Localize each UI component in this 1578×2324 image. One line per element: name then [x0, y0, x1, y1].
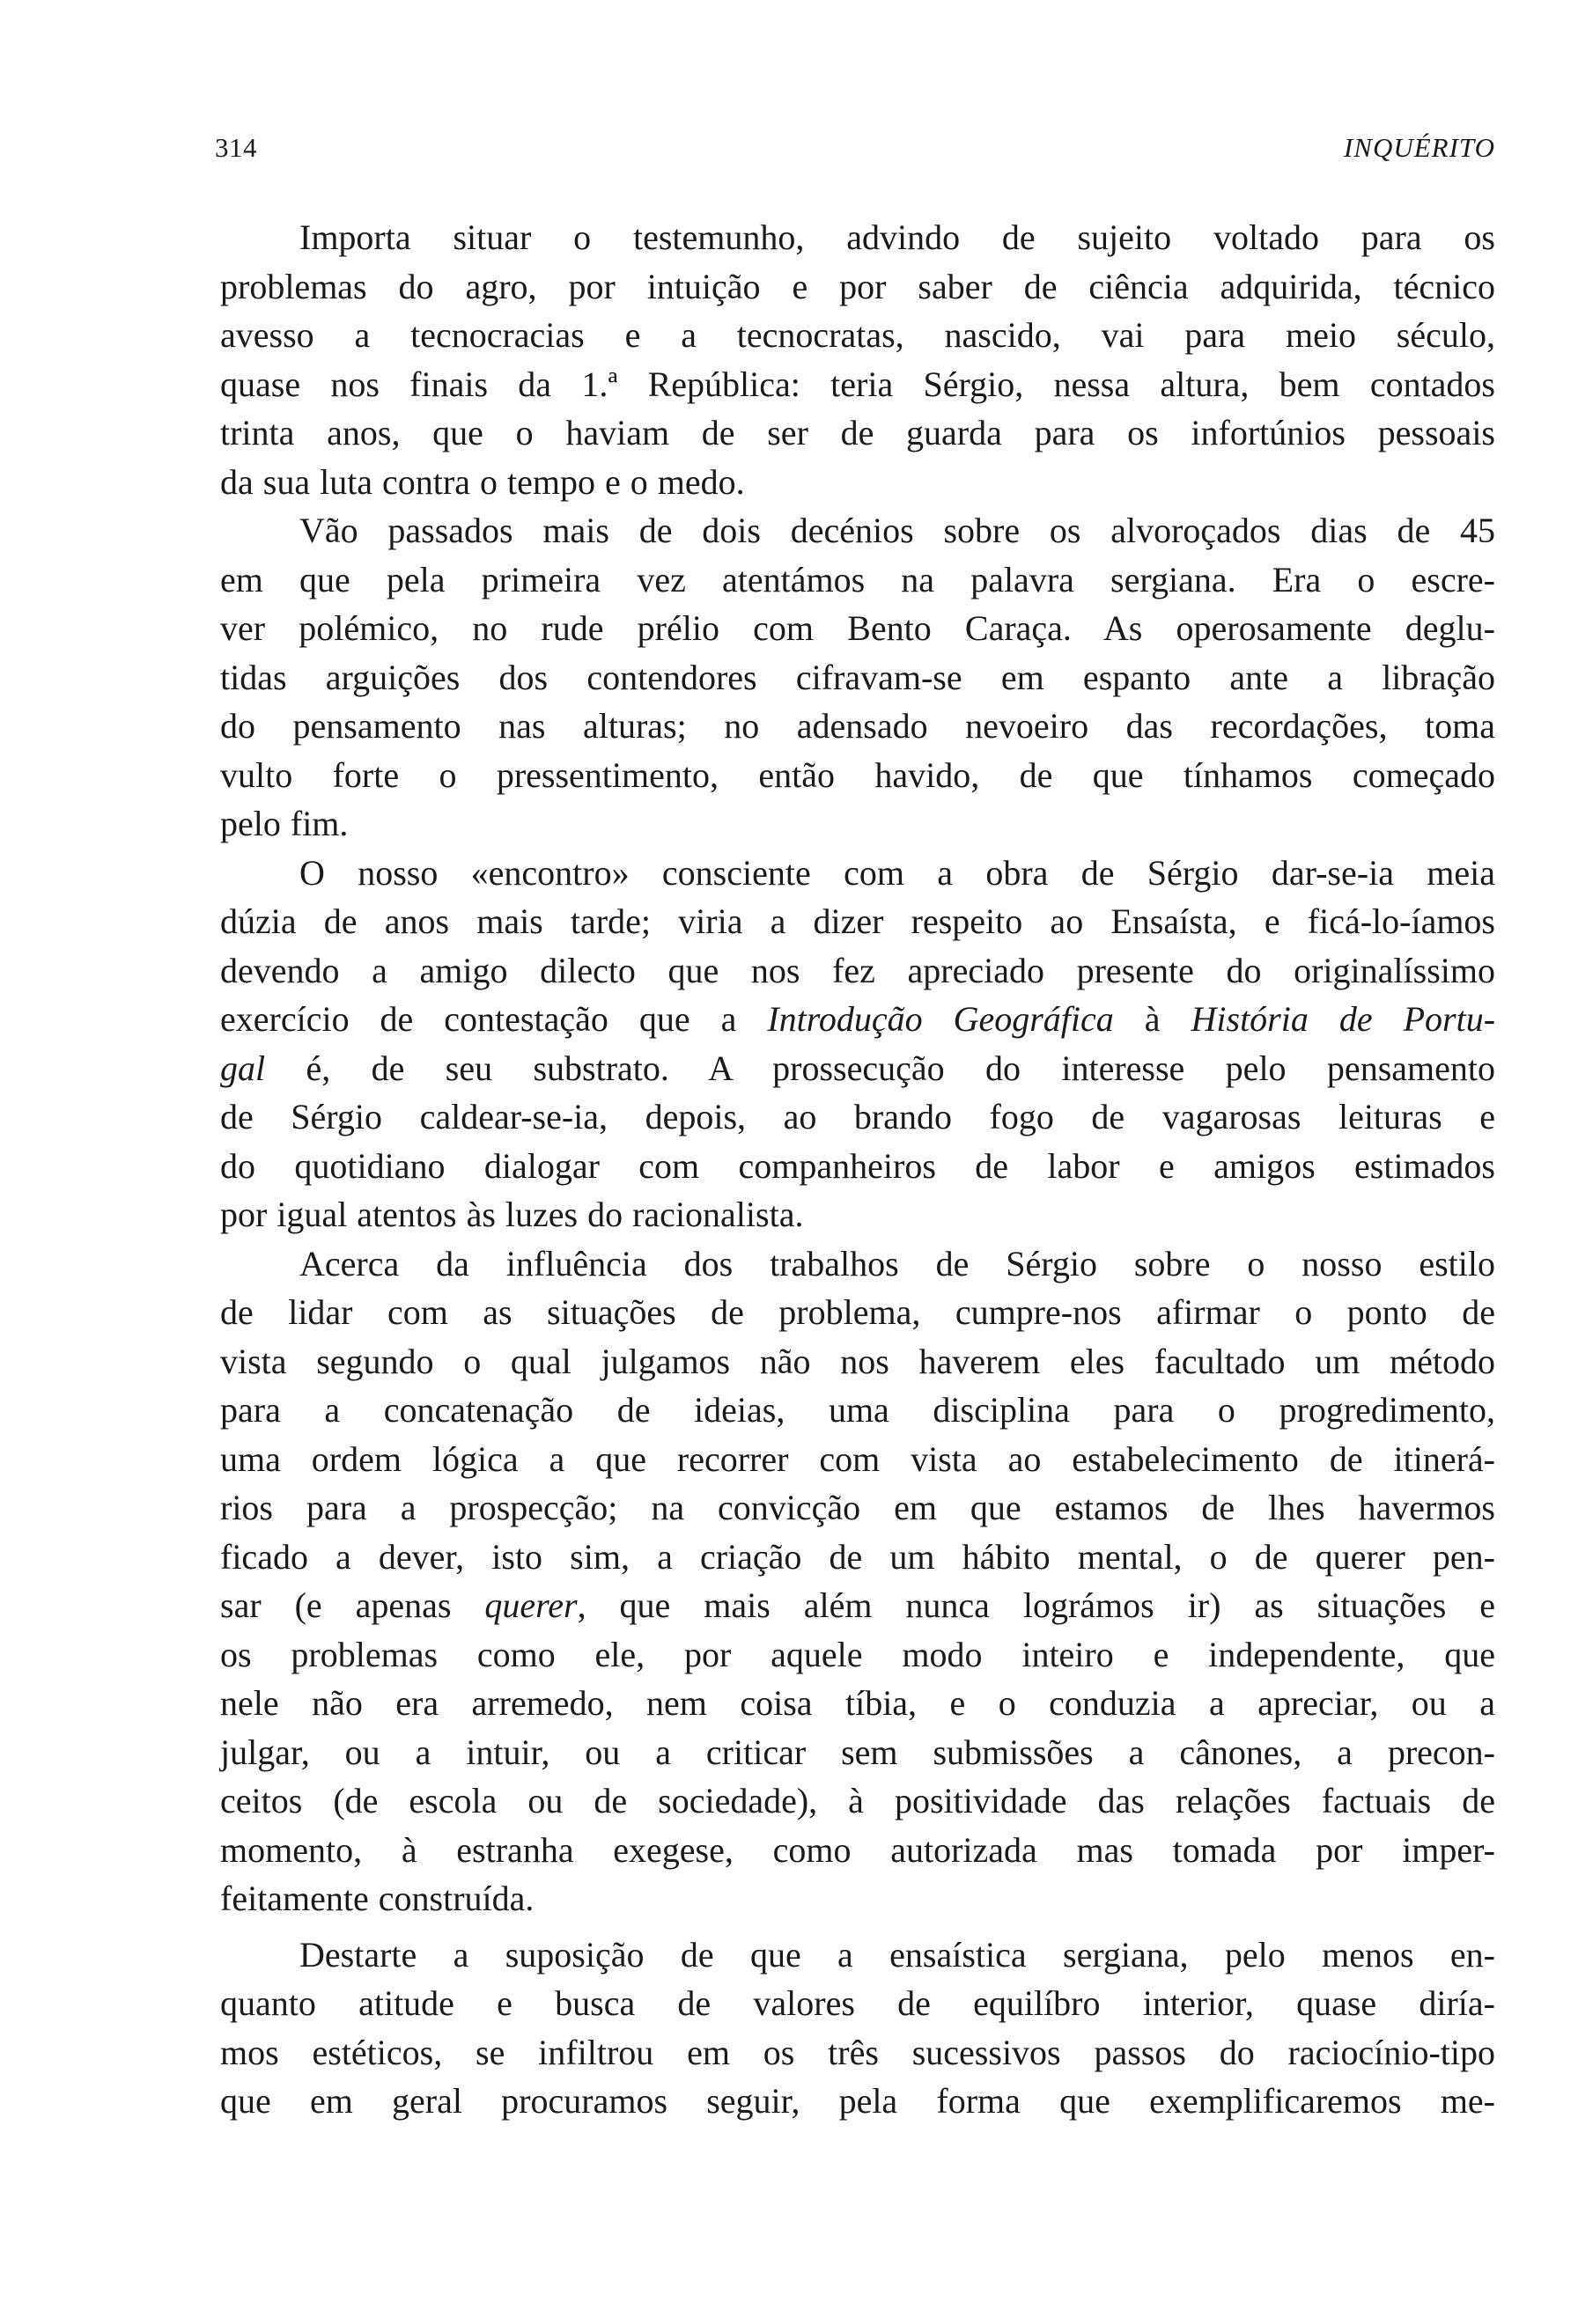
- text-line: dúzia de anos mais tarde; viria a dizer respeito ao Ensaísta, e ficá-lo-íamos: [220, 901, 1495, 941]
- text-line: vulto forte o pressentimento, então havido, de que tínhamos começado: [220, 754, 1495, 795]
- text-line: Acerca da influência dos trabalhos de Sérgio sobre o nosso estilo: [299, 1243, 1495, 1283]
- text-line: pelo fim.: [220, 804, 349, 843]
- text-line: de Sérgio caldear-se-ia, depois, ao brando fogo de vagarosas leituras e: [220, 1097, 1495, 1136]
- text-line: Importa situar o testemunho, advindo de sujeito voltado para os: [299, 217, 1495, 257]
- text-line: uma ordem lógica a que recorrer com vista ao estabelecimento de itinerá-: [220, 1438, 1495, 1479]
- text-line: devendo a amigo dilecto que nos fez apreciado presente do originalíssimo: [220, 950, 1495, 990]
- text-line-with-italics: sar (e apenas querer, que mais além nunca lográmos ir) as situações e: [220, 1585, 1495, 1625]
- paragraph-3: [220, 849, 1495, 1239]
- text-line: para a concatenação de ideias, uma disciplina para o progredimento,: [220, 1390, 1495, 1430]
- text-line: momento, à estranha exegese, como autorizada mas tomada por imper-: [220, 1829, 1495, 1870]
- text-line: em que pela primeira vez atentámos na palavra sergiana. Era o escre-: [220, 559, 1495, 599]
- text-line: tidas arguições dos contendores cifravam-se em espanto ante a libração: [220, 657, 1495, 697]
- paragraph-5: [220, 1931, 1495, 2126]
- running-header: [215, 132, 1495, 176]
- page-number: 314: [215, 132, 257, 163]
- paragraph-2: [220, 506, 1495, 849]
- text-line: quanto atitude e busca de valores de equilíbro interior, quase diría-: [220, 1983, 1495, 2023]
- paragraph-1: [220, 213, 1495, 506]
- body-text: [220, 213, 1495, 2126]
- text-line: O nosso «encontro» consciente com a obra de Sérgio dar-se-ia meia: [299, 852, 1495, 893]
- text-line: ficado a dever, isto sim, a criação de um hábito mental, o de querer pen-: [220, 1536, 1495, 1577]
- text-line: problemas do agro, por intuição e por saber de ciência adquirida, técnico: [220, 266, 1495, 306]
- text-line: ver polémico, no rude prélio com Bento Caraça. As operosamente deglu-: [220, 608, 1495, 648]
- italic-title: Introdução Geográfica: [767, 999, 1114, 1039]
- text-line: Destarte a suposição de que a ensaística sergiana, pelo menos en-: [299, 1934, 1495, 1975]
- italic-title: História de Portu-: [1191, 999, 1496, 1039]
- text-line: que em geral procuramos seguir, pela forma que exemplificaremos me-: [220, 2081, 1495, 2121]
- text-line: Vão passados mais de dois decénios sobre os alvoroçados dias de 45: [299, 511, 1495, 550]
- text-line: ceitos (de escola ou de sociedade), à positividade das relações factuais de: [220, 1781, 1495, 1820]
- text-line: quase nos finais da 1.ª República: teria Sérgio, nessa altura, bem contados: [220, 364, 1495, 404]
- italic-title: querer: [484, 1585, 578, 1625]
- text-line: mos estéticos, se infiltrou em os três sucessivos passos do raciocínio-tipo: [220, 2032, 1495, 2072]
- running-title: INQUÉRITO: [1343, 132, 1495, 163]
- text-line: feitamente construída.: [220, 1879, 535, 1918]
- text-line: do quotidiano dialogar com companheiros de labor e amigos estimados: [220, 1145, 1495, 1186]
- text-line: vista segundo o qual julgamos não nos haverem eles facultado um método: [220, 1341, 1495, 1381]
- italic-title: gal: [220, 1048, 266, 1088]
- text-line: nele não era arremedo, nem coisa tíbia, e o conduzia a apreciar, ou a: [220, 1683, 1495, 1723]
- text-line: de lidar com as situações de problema, cumpre-nos afirmar o ponto de: [220, 1292, 1495, 1332]
- text-line: da sua luta contra o tempo e o medo.: [220, 461, 745, 502]
- text-line: julgar, ou a intuir, ou a criticar sem submissões a cânones, a precon-: [220, 1732, 1495, 1772]
- text-line: por igual atentos às luzes do racionalista.: [220, 1195, 804, 1234]
- paragraph-4: [220, 1239, 1495, 1923]
- text-line: rios para a prospecção; na convicção em que estamos de lhes havermos: [220, 1488, 1495, 1527]
- text-line: do pensamento nas alturas; no adensado nevoeiro das recordações, toma: [220, 706, 1495, 746]
- text-line: os problemas como ele, por aquele modo inteiro e independente, que: [220, 1634, 1495, 1674]
- text-line-with-italics: exercício de contestação que a Introdução Geográfica à História de Portu-: [220, 999, 1496, 1039]
- text-line-with-italics: gal é, de seu substrato. A prossecução do interesse pelo pensamento: [220, 1048, 1495, 1088]
- text-line: trinta anos, que o haviam de ser de guarda para os infortúnios pessoais: [220, 413, 1495, 452]
- text-line: avesso a tecnocracias e a tecnocratas, nascido, vai para meio século,: [220, 315, 1495, 355]
